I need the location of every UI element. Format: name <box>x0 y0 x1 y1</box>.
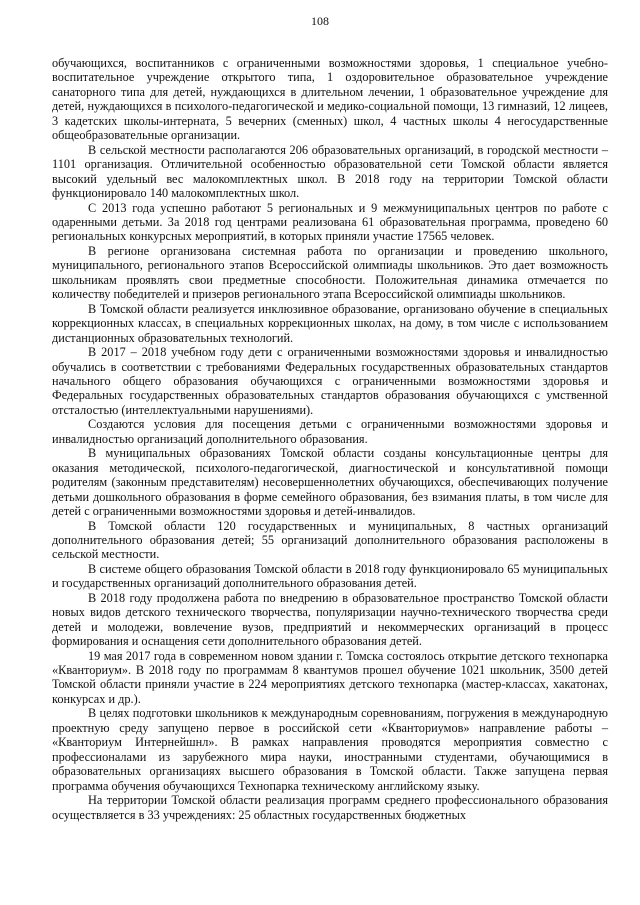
paragraph-vocational-education: На территории Томской области реализация программ среднего профессионального образования осуществляется в 33 учреждениях: 25 областных государственных бюджетных <box>52 793 608 822</box>
page-number: 108 <box>311 14 329 28</box>
paragraph-standards: В 2017 – 2018 учебном году дети с ограниченными возможностями здоровья и инвалидностью обучались в соответствии с требованиями Федеральных государственных образовательных стандартов начального общего образования обучающихся с ограниченными возможностями здоровья и Федеральных государственных образовательных стандартов образования обучающихся с умственной отсталостью (интеллектуальными нарушениями). <box>52 345 608 417</box>
paragraph-conditions: Создаются условия для посещения детьми с ограниченными возможностями здоровья и инвалидностью организаций дополнительного образования. <box>52 417 608 446</box>
paragraph-gifted-centers: С 2013 года успешно работают 5 региональных и 9 межмуниципальных центров по работе с одаренными детьми. За 2018 год центрами реализована 61 образовательная программа, проведено 60 региональных конкурсных мероприятий, в которых приняли участие 17565 человек. <box>52 200 608 244</box>
page-body <box>52 56 608 822</box>
paragraph-general-education-system: В системе общего образования Томской области в 2018 году функционировало 65 муниципальных и государственных организаций дополнительного образования детей. <box>52 561 608 591</box>
paragraph-kvantorium-international: В целях подготовки школьников к международным соревнованиям, погружения в международную проектную среду запущено первое в российской сети «Кванториумов» направление работы – «Кванториум Интернейшнл». В рамках направления проводятся мероприятия совместно с профессионалами из зарубежного мира науки, иностранными студентами, обучающимися в образовательных организациях высшего образования в Томской области. Также запущена первая программа обучения обучающихся Технопарка техническому английскому языку. <box>52 706 608 793</box>
paragraph-consultation-centers: В муниципальных образованиях Томской области созданы консультационные центры для оказания методической, психолого-педагогической, диагностической и консультативной помощи родителям (законным представителям) несовершеннолетних обучающихся, обеспечивающих получение детьми дошкольного образования в форме семейного образования, без взимания платы, в том числе для детей с ограниченными возможностями здоровья и детей-инвалидов. <box>52 446 608 519</box>
paragraph-kvantorium: 19 мая 2017 года в современном новом здании г. Томска состоялось открытие детского технопарка «Кванториум». В 2018 году по программам 8 квантумов прошел обучение 1021 школьник, 3500 детей Томской области приняли участие в 224 мероприятиях детского технопарка (мастер-классах, хакатонах, конкурсах и др.). <box>52 648 608 706</box>
paragraph-additional-education-count: В Томской области 120 государственных и муниципальных, 8 частных организаций дополнительного образования детей; 55 организаций дополнительного образования расположены в сельской местности. <box>52 518 608 562</box>
paragraph-school-types: обучающихся, воспитанников с ограниченными возможностями здоровья, 1 специальное учебно-воспитательное учреждение открытого типа, 1 оздоровительное образовательное учреждение санаторного типа для детей, нуждающихся в длительном лечении, 1 образовательное учреждение для детей, нуждающихся в психолого-педагогической и медико-социальной помощи, 13 гимназий, 12 лицеев, 3 кадетских школы-интерната, 5 вечерних (сменных) школ, 4 частных школы 4 негосударственные общеобразовательные организации. <box>52 56 608 143</box>
paragraph-olympiad: В регионе организована системная работа по организации и проведению школьного, муниципального, регионального этапов Всероссийской олимпиады школьников. Это дает возможность школьникам проявлять свои предметные способности. Положительная динамика отмечается по количеству победителей и призеров регионального этапа Всероссийской олимпиады школьников. <box>52 243 608 302</box>
paragraph-rural-urban: В сельской местности располагаются 206 образовательных организаций, в городской местности – 1101 организация. Отличительной особенностью образовательной сети Томской области является высокий удельный вес малокомплектных школ. В 2018 году на территории Томской области функционировало 140 малокомплектных школ. <box>52 142 608 201</box>
paragraph-technical-creativity: В 2018 году продолжена работа по внедрению в образовательное пространство Томской области новых видов детского технического творчества, популяризации научно-технического творчества среди детей и молодежи, вовлечение вузов, предприятий и некоммерческих организаций в процесс формирования и оснащения сети дополнительного образования детей. <box>52 590 608 649</box>
paragraph-inclusive-education: В Томской области реализуется инклюзивное образование, организовано обучение в специальных коррекционных классах, в специальных коррекционных школах, на дому, в том числе с использованием дистанционных образовательных технологий. <box>52 301 608 345</box>
